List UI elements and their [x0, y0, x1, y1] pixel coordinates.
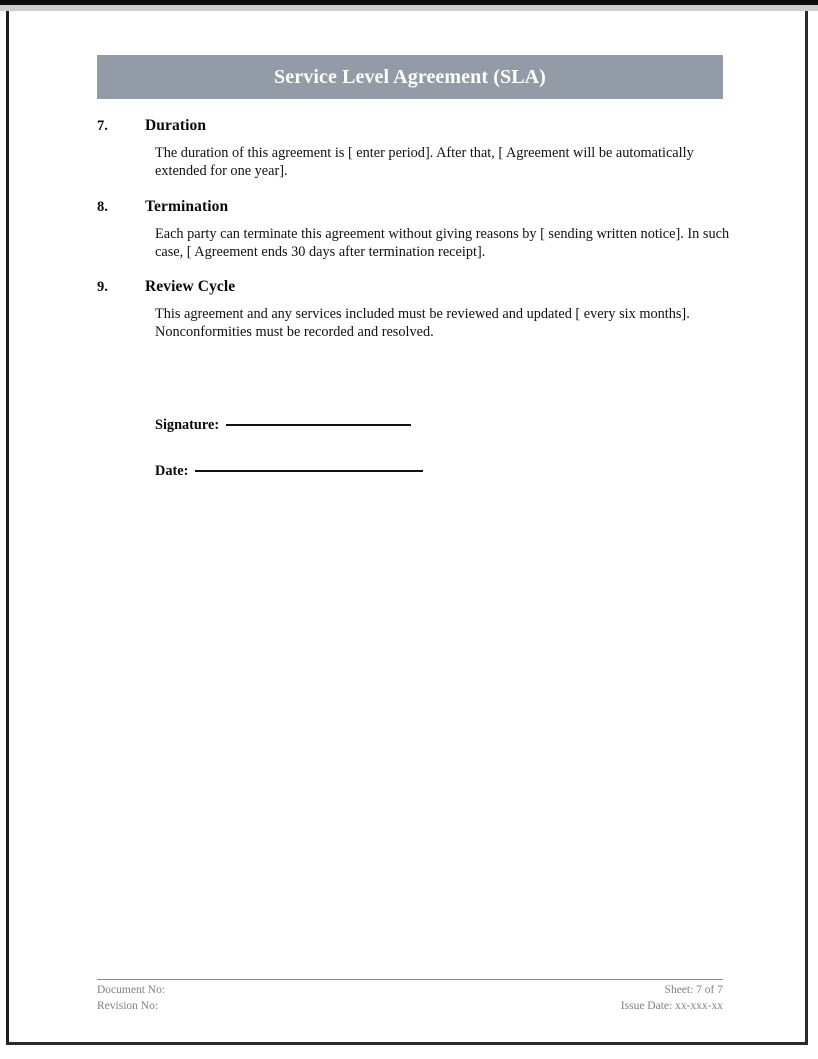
- signature-label: Signature:: [155, 417, 220, 433]
- section-heading: [97, 278, 731, 296]
- section-title: Termination: [145, 197, 229, 215]
- signature-field[interactable]: [226, 424, 411, 426]
- page-footer: [97, 979, 723, 1015]
- section-heading: [97, 117, 731, 135]
- page-title: Service Level Agreement (SLA): [274, 66, 546, 88]
- section-duration: [97, 117, 731, 181]
- document-page: [9, 11, 805, 1042]
- revision-no-label: Revision No:: [97, 999, 159, 1012]
- document-body: [97, 117, 731, 362]
- scan-edge-right: [805, 11, 808, 1045]
- section-title: Review Cycle: [145, 278, 236, 296]
- section-paragraph: Each party can terminate this agreement without giving reasons by [ sending written notice]. In such case, [ Agreement ends 30 days after termination receipt].: [155, 225, 730, 260]
- sheet-number: Sheet: 7 of 7: [664, 984, 723, 996]
- footer-right-column: [621, 983, 723, 1015]
- document-title-banner: [97, 55, 723, 99]
- section-number: 8.: [97, 198, 108, 215]
- document-no-label: Document No:: [97, 984, 166, 996]
- section-paragraph: The duration of this agreement is [ enter period]. After that, [ Agreement will be automatically extended for one year].: [155, 145, 694, 180]
- footer-left-column: [97, 983, 165, 1015]
- section-review-cycle: [97, 278, 731, 342]
- section-termination: [97, 198, 731, 262]
- section-title: Duration: [145, 117, 207, 134]
- section-number: 7.: [97, 118, 108, 134]
- signature-block: [155, 417, 575, 480]
- date-label: Date:: [155, 463, 189, 479]
- date-field[interactable]: [195, 470, 423, 472]
- section-heading: [97, 198, 731, 216]
- footer-columns: [97, 983, 723, 1015]
- section-paragraph: This agreement and any services included must be reviewed and updated [ every six months]. Nonconformities must be recorded and resolved.: [155, 306, 690, 341]
- issue-date: Issue Date: xx-xxx-xx: [620, 999, 723, 1012]
- date-row: [155, 463, 575, 480]
- scan-edge-bottom: [6, 1042, 808, 1045]
- signature-row: [155, 417, 575, 434]
- section-number: 9.: [97, 279, 108, 296]
- footer-divider: [97, 979, 723, 980]
